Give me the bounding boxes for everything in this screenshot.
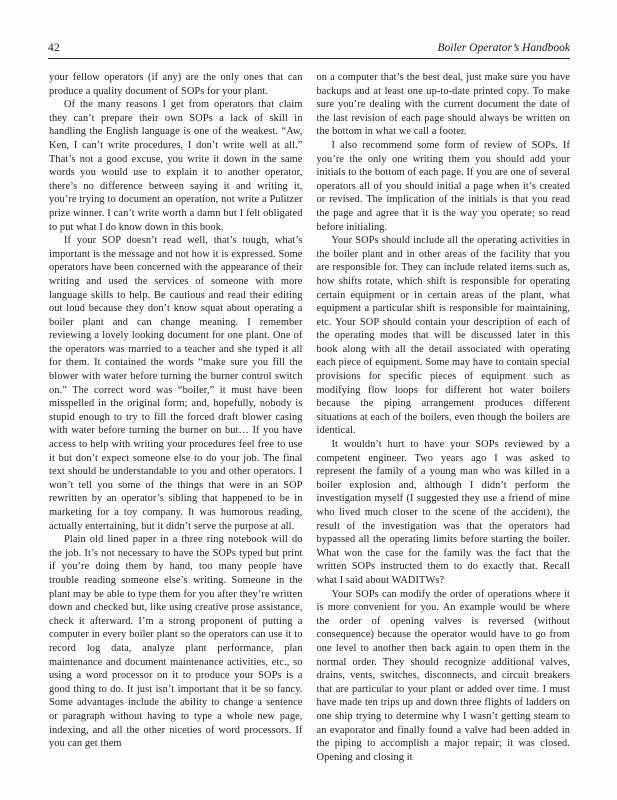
- book-title: Boiler Operator’s Handbook: [437, 42, 570, 54]
- page-number: 42: [48, 42, 61, 54]
- paragraph: Of the many reasons I get from operators that claim they can’t prepare their own SOPs a lack of skill in handling the English language is one of the weakest. “Aw, Ken, I can’t write procedures, I don’t write well at all.” That’s not a good excuse, you write it down in the same words you would use to explain it to another operator, there’s no difference between saying it and writing it, you’re trying to document an operation, not write a Pulitzer prize winner. I can’t write worth a damn but I felt obligated to put what I do know down in this book.: [49, 99, 303, 233]
- paragraph: Your SOPs can modify the order of operations where it is more convenient for you. An example would be where the order of opening valves is reversed (without consequence) because the operator would have to go from one level to another then back again to open them in the normal order. They should recognize additional valves, drains, vents, switches, disconnects, and circuit breakers that are particular to your plant or added over time. I must have made ten trips up and down three flights of ladders on one ship trying to determine why I wasn’t getting steam to an evaporator and finally found a valve had been added in the piping to accomplish a major repair; it was closed. Opening and closing it: [316, 588, 570, 763]
- page-body: [49, 71, 570, 783]
- paragraph: If your SOP doesn’t read well, that’s tough, what’s important is the message and not how it is expressed. Some operators have been concerned with the appearance of their writing and used the services of someone with more language skills to help. Be cautious and read their editing out loud because they don’t know squat about operating a boiler plant and can change meaning. I remember reviewing a lovely looking document for one plant. One of the operators was married to a teacher and she typed it all for them. It contained the words “make sure you fill the blower with water before turning the burner control switch on.” The correct word was “boiler,” it must have been misspelled in the original form; and, hopefully, nobody is stupid enough to try to fill the forced draft blower casing with water before turning the burner on but… If you have access to help with writing your procedures feel free to use it but don’t expect someone else to do your job. The final text should be understandable to you and other operators. I won’t tell you some of the things that were in an SOP rewritten by an operator’s sibling that happened to be in marketing for a toy company. It was humorous reading, actually entertaining, but it didn’t serve the purpose at all.: [49, 235, 303, 532]
- paragraph: Plain old lined paper in a three ring notebook will do the job. It’s not necessary to have the SOPs typed but print if you’re doing them by hand, too many people have trouble reading someone else’s writing. Someone in the plant may be able to type them for you after they’re written down and checked but, like using creative prose assistance, check it afterward. I’m a strong proponent of putting a computer in every boiler plant so the operators can use it to record log data, analyze plant performance, plan maintenance and document maintenance activities, etc., so using a word processor on it to produce your SOPs is a good thing to do. It just isn’t important that it be so fancy. Some advantages include the ability to change a sentence or paragraph without having to type a whole new page, indexing, and all the other niceties of word processors. If you can get them: [49, 534, 303, 750]
- paragraph: on a computer that’s the best deal, just make sure you have backups and at least one up-to-date printed copy. To make sure you’re dealing with the current document the date of the last revision of each page should always be written on the bottom in what we call a footer.: [316, 72, 570, 138]
- paragraph: I also recommend some form of review of SOPs. If you’re the only one writing them you should add your initials to the bottom of each page. If you are one of several operators all of you should initial a page when it’s created or revised. The implication of the initials is that you read the page and agree that it is the way you operate; so read before initialing.: [316, 139, 570, 233]
- column-right: [317, 71, 571, 783]
- paragraph: It wouldn’t hurt to have your SOPs reviewed by a competent engineer. Two years ago I was asked to represent the family of a young man who was killed in a boiler explosion and, although I didn’t perform the investigation myself (I suggested they use a friend of mine who lived much closer to the scene of the accident), the result of the investigation was that the operators had bypassed all the operating limits before starting the boiler. What won the case for the family was the fact that the written SOPs instructed them to do exactly that. Recall what I said about WADITWs?: [316, 439, 570, 586]
- paragraph: your fellow operators (if any) are the only ones that can produce a quality document of SOPs for your plant.: [49, 72, 303, 97]
- column-left: [49, 71, 303, 783]
- running-head: [48, 42, 570, 59]
- paragraph: Your SOPs should include all the operating activities in the boiler plant and in other areas of the facility that you are responsible for. They can include related items such as, how shifts rotate, which shift is responsible for operating certain equipment or in certain areas of the plant, what equipment a particular shift is responsible for maintaining, etc. Your SOP should contain your description of each of the operating modes that will be discussed later in this book along with all the detail associated with operating each piece of equipment. Some may have to contain special provisions for specific pieces of equipment such as modifying flow loops for different hot water boilers because the piping arrangement produces different situations at each of the boilers, even though the boilers are identical.: [316, 235, 570, 437]
